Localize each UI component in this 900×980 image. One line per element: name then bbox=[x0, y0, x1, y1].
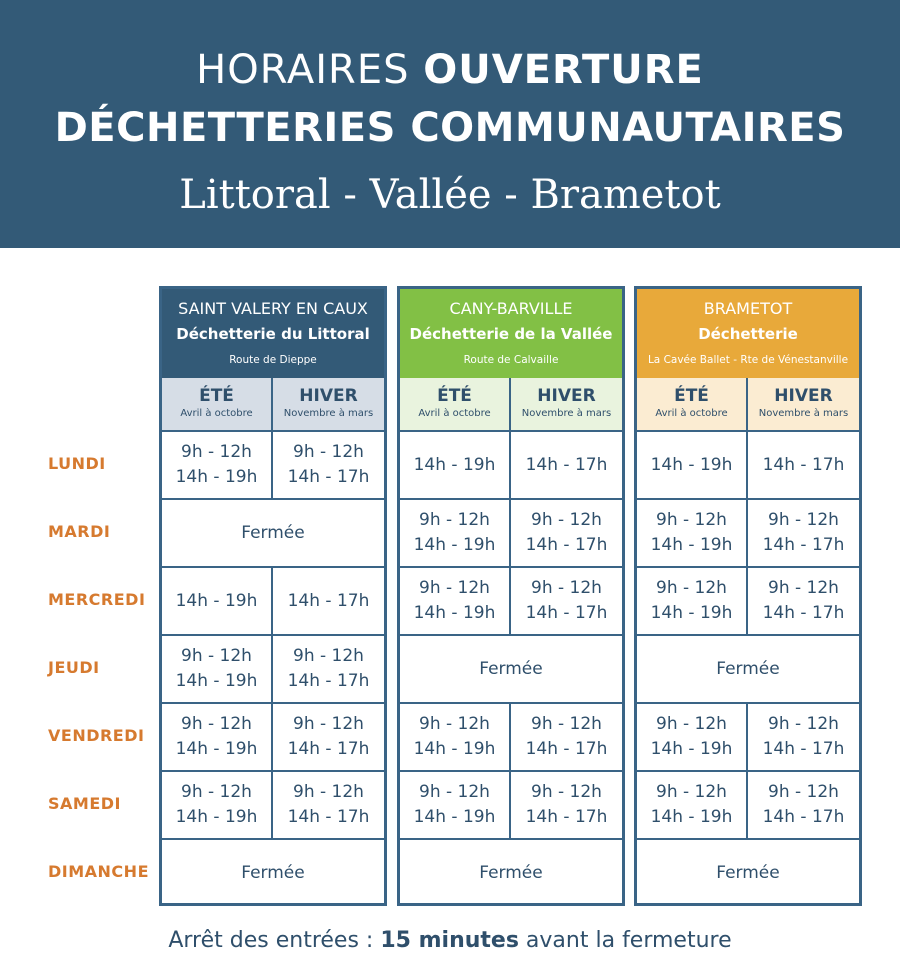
header-banner bbox=[0, 0, 900, 248]
day-label: JEUDI bbox=[48, 657, 100, 677]
title-line-3: Littoral - Vallée - Brametot bbox=[179, 172, 721, 218]
hours-cell-ete bbox=[400, 500, 511, 566]
season-header-hiver bbox=[511, 378, 622, 430]
schedule-row bbox=[637, 838, 859, 906]
hours-text: 14h - 17h bbox=[762, 535, 845, 555]
schedule-row bbox=[162, 634, 384, 702]
season-name: HIVER bbox=[537, 386, 596, 406]
hours-cell-hiver bbox=[273, 636, 384, 702]
hours-cell-hiver bbox=[273, 772, 384, 838]
hours-text: 14h - 19h bbox=[175, 671, 258, 691]
season-header-ete bbox=[400, 378, 511, 430]
hours-cell-ete bbox=[637, 500, 748, 566]
season-range: Avril à octobre bbox=[180, 408, 253, 419]
hours-text: 14h - 19h bbox=[175, 590, 258, 611]
site-name: Déchetterie du Littoral bbox=[176, 325, 370, 343]
hours-cell-ete bbox=[400, 432, 511, 498]
hours-text: 9h - 12h bbox=[293, 714, 364, 734]
site-town: BRAMETOT bbox=[703, 299, 793, 318]
closed-cell bbox=[637, 840, 859, 906]
site-address: La Cavée Ballet - Rte de Vénestanville bbox=[647, 354, 849, 366]
hours-text: 9h - 12h bbox=[419, 782, 490, 802]
closed-text: Fermée bbox=[479, 658, 543, 679]
schedule-row bbox=[637, 702, 859, 770]
footer-text-after: avant la fermeture bbox=[518, 928, 732, 953]
schedule-row bbox=[400, 838, 622, 906]
hours-text: 9h - 12h bbox=[656, 714, 727, 734]
footer-note bbox=[0, 928, 900, 953]
hours-text: 14h - 19h bbox=[413, 739, 496, 759]
hours-text: 9h - 12h bbox=[181, 714, 252, 734]
hours-text: 14h - 17h bbox=[525, 454, 608, 475]
schedule-row bbox=[162, 770, 384, 838]
schedule-row bbox=[162, 430, 384, 498]
closed-cell bbox=[400, 840, 622, 906]
hours-text: 14h - 19h bbox=[650, 739, 733, 759]
schedule-row bbox=[637, 770, 859, 838]
hours-cell-hiver bbox=[511, 772, 622, 838]
hours-cell-ete bbox=[637, 432, 748, 498]
schedule-row bbox=[400, 702, 622, 770]
title-line-1 bbox=[0, 46, 900, 94]
site-name: Déchetterie de la Vallée bbox=[409, 325, 613, 343]
site-header bbox=[637, 289, 859, 378]
closed-text: Fermée bbox=[479, 862, 543, 883]
hours-text: 9h - 12h bbox=[656, 782, 727, 802]
hours-cell-hiver bbox=[748, 432, 859, 498]
day-label: DIMANCHE bbox=[48, 861, 149, 881]
hours-text: 14h - 17h bbox=[287, 807, 370, 827]
hours-cell-ete bbox=[637, 772, 748, 838]
hours-text: 9h - 12h bbox=[181, 646, 252, 666]
schedule-row bbox=[637, 430, 859, 498]
hours-text: 9h - 12h bbox=[656, 578, 727, 598]
season-name: HIVER bbox=[299, 386, 358, 406]
hours-text: 14h - 17h bbox=[287, 671, 370, 691]
hours-text: 14h - 17h bbox=[762, 807, 845, 827]
site-card-brametot bbox=[634, 286, 862, 906]
hours-cell-ete bbox=[162, 568, 273, 634]
hours-cell-ete bbox=[162, 432, 273, 498]
schedule-row bbox=[637, 566, 859, 634]
schedule-row bbox=[162, 838, 384, 906]
hours-text: 14h - 17h bbox=[525, 807, 608, 827]
closed-cell bbox=[162, 500, 384, 566]
hours-text: 14h - 19h bbox=[413, 603, 496, 623]
title-light: HORAIRES bbox=[196, 47, 410, 93]
season-name: ÉTÉ bbox=[199, 386, 234, 406]
schedule-row bbox=[400, 498, 622, 566]
season-range: Novembre à mars bbox=[521, 408, 612, 419]
hours-text: 14h - 17h bbox=[762, 454, 845, 475]
hours-text: 9h - 12h bbox=[656, 510, 727, 530]
season-range: Novembre à mars bbox=[758, 408, 849, 419]
hours-text: 9h - 12h bbox=[768, 714, 839, 734]
footer-text-before: Arrêt des entrées : bbox=[168, 928, 381, 953]
season-name: ÉTÉ bbox=[674, 386, 709, 406]
hours-text: 9h - 12h bbox=[531, 510, 602, 530]
hours-text: 9h - 12h bbox=[293, 782, 364, 802]
schedule-row bbox=[162, 498, 384, 566]
hours-text: 14h - 17h bbox=[525, 535, 608, 555]
hours-cell-ete bbox=[400, 568, 511, 634]
hours-text: 9h - 12h bbox=[531, 578, 602, 598]
hours-text: 9h - 12h bbox=[419, 578, 490, 598]
schedule-row bbox=[637, 634, 859, 702]
hours-text: 14h - 17h bbox=[287, 739, 370, 759]
schedule-row bbox=[400, 634, 622, 702]
closed-cell bbox=[400, 636, 622, 702]
site-town: SAINT VALERY EN CAUX bbox=[178, 299, 368, 318]
hours-cell-ete bbox=[400, 772, 511, 838]
site-address: Route de Calvaille bbox=[463, 354, 559, 366]
hours-text: 14h - 19h bbox=[175, 739, 258, 759]
hours-cell-hiver bbox=[511, 568, 622, 634]
title-line-2: DÉCHETTERIES COMMUNAUTAIRES bbox=[54, 105, 846, 151]
hours-cell-ete bbox=[400, 704, 511, 770]
hours-text: 14h - 19h bbox=[413, 535, 496, 555]
schedule-row bbox=[400, 770, 622, 838]
hours-text: 9h - 12h bbox=[531, 714, 602, 734]
title-bold: OUVERTURE bbox=[423, 47, 704, 93]
site-card-cany-barville bbox=[397, 286, 625, 906]
season-header-ete bbox=[637, 378, 748, 430]
hours-text: 14h - 17h bbox=[525, 739, 608, 759]
hours-text: 14h - 19h bbox=[650, 535, 733, 555]
hours-text: 9h - 12h bbox=[768, 578, 839, 598]
hours-cell-hiver bbox=[511, 704, 622, 770]
hours-text: 9h - 12h bbox=[419, 510, 490, 530]
hours-text: 14h - 17h bbox=[287, 590, 370, 611]
schedule-row bbox=[162, 702, 384, 770]
day-label: MARDI bbox=[48, 521, 111, 541]
hours-cell-hiver bbox=[273, 432, 384, 498]
hours-cell-hiver bbox=[748, 500, 859, 566]
hours-text: 9h - 12h bbox=[419, 714, 490, 734]
site-header bbox=[162, 289, 384, 378]
hours-text: 14h - 19h bbox=[175, 467, 258, 487]
hours-cell-ete bbox=[162, 704, 273, 770]
hours-text: 9h - 12h bbox=[531, 782, 602, 802]
site-card-saint-valery bbox=[159, 286, 387, 906]
hours-cell-hiver bbox=[511, 432, 622, 498]
closed-cell bbox=[162, 840, 384, 906]
season-header-hiver bbox=[273, 378, 384, 430]
closed-text: Fermée bbox=[241, 862, 305, 883]
hours-text: 14h - 19h bbox=[650, 807, 733, 827]
closed-text: Fermée bbox=[716, 658, 780, 679]
site-address: Route de Dieppe bbox=[229, 354, 317, 366]
hours-text: 14h - 19h bbox=[413, 454, 496, 475]
season-name: HIVER bbox=[774, 386, 833, 406]
hours-text: 9h - 12h bbox=[768, 782, 839, 802]
closed-text: Fermée bbox=[716, 862, 780, 883]
hours-text: 14h - 17h bbox=[762, 739, 845, 759]
hours-text: 9h - 12h bbox=[181, 442, 252, 462]
season-header-hiver bbox=[748, 378, 859, 430]
hours-text: 14h - 17h bbox=[525, 603, 608, 623]
hours-cell-hiver bbox=[273, 704, 384, 770]
day-label: VENDREDI bbox=[48, 725, 145, 745]
hours-cell-hiver bbox=[511, 500, 622, 566]
day-label: LUNDI bbox=[48, 453, 106, 473]
season-header-ete bbox=[162, 378, 273, 430]
hours-cell-ete bbox=[637, 704, 748, 770]
schedule-row bbox=[400, 430, 622, 498]
hours-cell-hiver bbox=[273, 568, 384, 634]
hours-text: 9h - 12h bbox=[768, 510, 839, 530]
hours-text: 14h - 19h bbox=[175, 807, 258, 827]
hours-text: 14h - 17h bbox=[287, 467, 370, 487]
hours-cell-ete bbox=[162, 636, 273, 702]
hours-text: 14h - 19h bbox=[413, 807, 496, 827]
footer-text-bold: 15 minutes bbox=[380, 928, 519, 953]
schedule-row bbox=[162, 566, 384, 634]
season-name: ÉTÉ bbox=[437, 386, 472, 406]
day-label: MERCREDI bbox=[48, 589, 146, 609]
hours-cell-hiver bbox=[748, 772, 859, 838]
hours-cell-hiver bbox=[748, 704, 859, 770]
hours-text: 9h - 12h bbox=[293, 646, 364, 666]
season-range: Avril à octobre bbox=[655, 408, 728, 419]
hours-text: 14h - 19h bbox=[650, 603, 733, 623]
schedule-row bbox=[400, 566, 622, 634]
site-header bbox=[400, 289, 622, 378]
closed-cell bbox=[637, 636, 859, 702]
day-label: SAMEDI bbox=[48, 793, 121, 813]
site-name: Déchetterie bbox=[698, 325, 798, 343]
hours-text: 14h - 19h bbox=[650, 454, 733, 475]
season-range: Avril à octobre bbox=[418, 408, 491, 419]
schedule-row bbox=[637, 498, 859, 566]
hours-cell-ete bbox=[637, 568, 748, 634]
closed-text: Fermée bbox=[241, 522, 305, 543]
hours-text: 9h - 12h bbox=[293, 442, 364, 462]
season-range: Novembre à mars bbox=[283, 408, 374, 419]
hours-text: 14h - 17h bbox=[762, 603, 845, 623]
hours-cell-ete bbox=[162, 772, 273, 838]
site-town: CANY-BARVILLE bbox=[449, 299, 573, 318]
hours-cell-hiver bbox=[748, 568, 859, 634]
hours-text: 9h - 12h bbox=[181, 782, 252, 802]
